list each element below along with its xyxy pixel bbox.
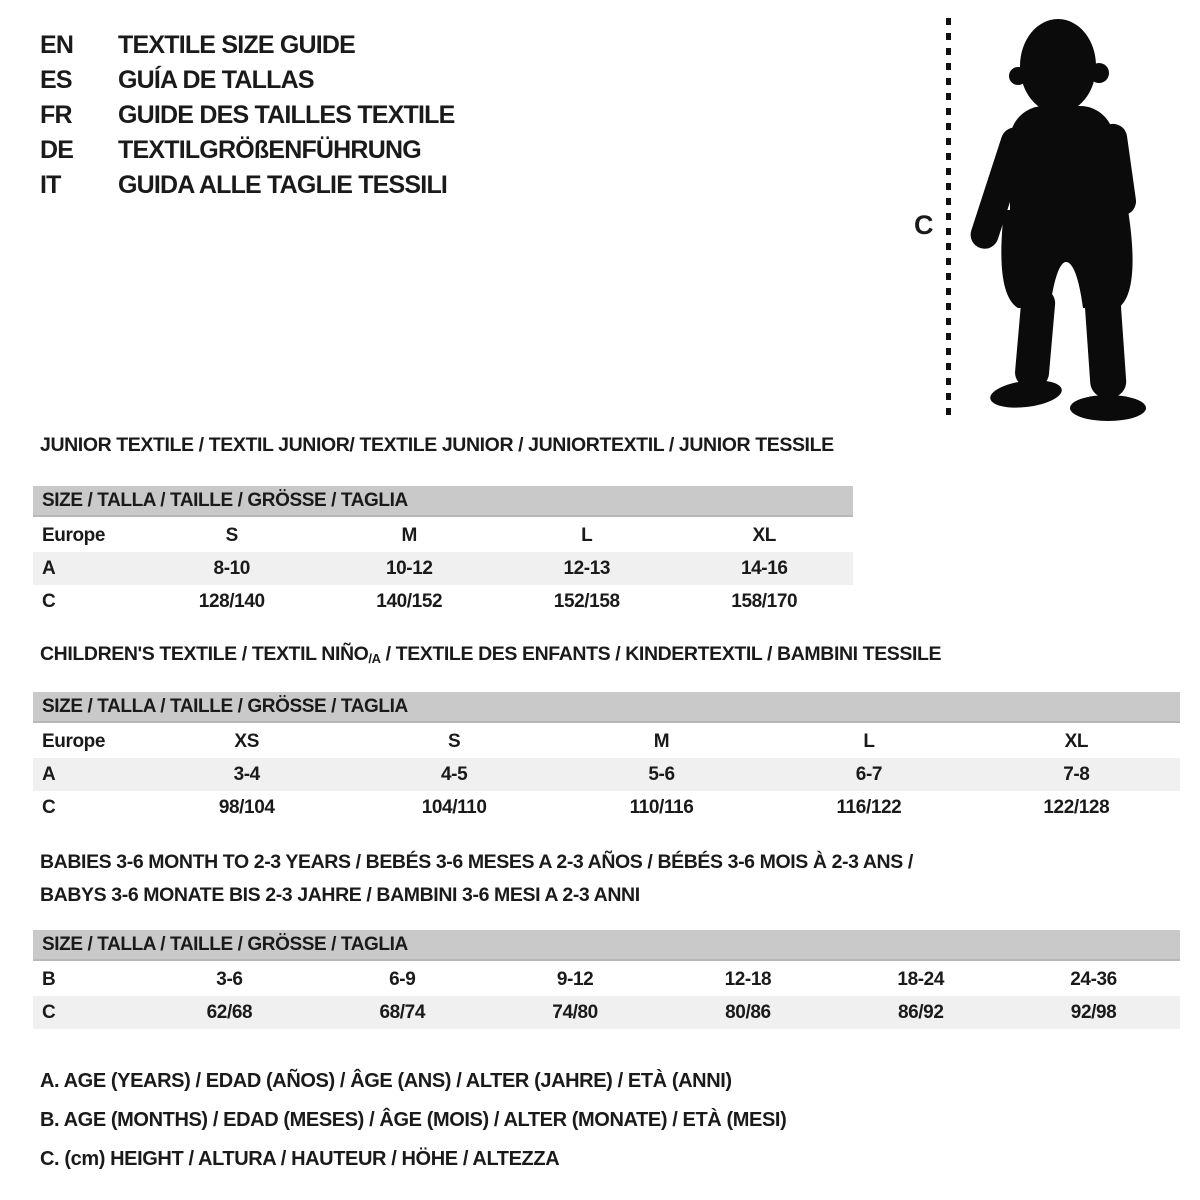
height-cell: 80/86 — [725, 1002, 771, 1023]
age-cell: 6-9 — [389, 969, 416, 990]
height-cell: 74/80 — [552, 1002, 598, 1023]
heading-subscript: /A — [368, 651, 381, 666]
table-row — [33, 552, 853, 585]
junior-size-table — [33, 486, 853, 618]
size-table-header: SIZE / TALLA / TAILLE / GRÖSSE / TAGLIA — [33, 930, 1180, 961]
row-label: Europe — [42, 731, 106, 752]
language-code: DE — [40, 136, 74, 164]
language-code: EN — [40, 31, 74, 59]
height-cell: 92/98 — [1070, 1002, 1117, 1023]
height-cell: 116/122 — [836, 797, 902, 818]
age-cell: 3-4 — [233, 764, 260, 785]
language-code: FR — [40, 101, 72, 129]
row-label: Europe — [42, 525, 106, 546]
language-row-de — [40, 133, 455, 168]
language-code: IT — [40, 171, 61, 199]
age-cell: 4-5 — [440, 764, 468, 785]
row-label: C — [42, 1002, 56, 1023]
height-cell: 68/74 — [379, 1002, 426, 1023]
language-code: ES — [40, 66, 72, 94]
children-table-rows — [33, 725, 1180, 824]
size-cell: M — [653, 731, 670, 752]
table-row — [33, 758, 1180, 791]
guide-title: GUIDE DES TAILLES TEXTILE — [118, 101, 455, 129]
junior-section-heading: JUNIOR TEXTILE / TEXTIL JUNIOR/ TEXTILE JUNIOR / JUNIORTEXTIL / JUNIOR TESSILE — [40, 434, 834, 456]
legend-line-a: A. AGE (YEARS) / EDAD (AÑOS) / ÂGE (ANS) / ALTER (JAHRE) / ETÀ (ANNI) — [40, 1070, 732, 1092]
row-label: A — [42, 764, 56, 785]
measure-c-label: C — [914, 210, 934, 240]
heading-line-1: BABIES 3-6 MONTH TO 2-3 YEARS / BEBÉS 3-6 MESES A 2-3 AÑOS / BÉBÉS 3-6 MOIS À 2-3 ANS / — [40, 851, 913, 873]
height-cell: 128/140 — [198, 591, 265, 612]
age-cell: 7-8 — [1063, 764, 1090, 785]
row-label: C — [42, 797, 56, 818]
age-cell: 6-7 — [855, 764, 883, 785]
language-row-es — [40, 63, 455, 98]
babies-section-heading — [40, 846, 913, 912]
size-cell: XS — [234, 731, 259, 752]
size-cell: XL — [752, 525, 776, 546]
table-row — [33, 996, 1180, 1029]
age-cell: 3-6 — [216, 969, 243, 990]
height-cell: 98/104 — [218, 797, 275, 818]
size-cell: L — [581, 525, 593, 546]
children-size-table — [33, 692, 1180, 824]
table-row — [33, 519, 853, 552]
age-cell: 14-16 — [740, 558, 788, 579]
height-cell: 86/92 — [897, 1002, 944, 1023]
table-row — [33, 791, 1180, 824]
size-table-header: SIZE / TALLA / TAILLE / GRÖSSE / TAGLIA — [33, 692, 1180, 723]
junior-table-rows — [33, 519, 853, 618]
size-cell: S — [447, 731, 461, 752]
toddler-silhouette-icon — [962, 10, 1148, 422]
dashed-height-line — [946, 18, 951, 418]
size-table-header: SIZE / TALLA / TAILLE / GRÖSSE / TAGLIA — [33, 486, 853, 517]
age-cell: 5-6 — [648, 764, 675, 785]
age-cell: 12-13 — [563, 558, 611, 579]
language-row-fr — [40, 98, 455, 133]
row-label: C — [42, 591, 56, 612]
height-cell: 140/152 — [376, 591, 443, 612]
age-cell: 8-10 — [213, 558, 250, 579]
legend-line-b: B. AGE (MONTHS) / EDAD (MESES) / ÂGE (MOIS) / ALTER (MONATE) / ETÀ (MESI) — [40, 1109, 787, 1131]
babies-size-table — [33, 930, 1180, 1029]
height-cell: 104/110 — [421, 797, 487, 818]
legend-block — [40, 1062, 786, 1179]
size-cell: L — [863, 731, 875, 752]
height-measure-figure — [900, 10, 1200, 428]
language-row-en — [40, 28, 455, 63]
children-section-heading — [40, 643, 941, 666]
guide-title: TEXTILE SIZE GUIDE — [118, 31, 356, 59]
age-cell: 24-36 — [1070, 969, 1117, 990]
table-row — [33, 585, 853, 618]
row-label: A — [42, 558, 56, 579]
guide-title: GUÍA DE TALLAS — [118, 66, 314, 94]
legend-line-c: C. (cm) HEIGHT / ALTURA / HAUTEUR / HÖHE / ALTEZZA — [40, 1148, 560, 1170]
size-cell: M — [401, 525, 417, 546]
height-cell: 122/128 — [1043, 797, 1110, 818]
heading-text: CHILDREN'S TEXTILE / TEXTIL NIÑO — [40, 643, 369, 665]
height-cell: 152/158 — [553, 591, 620, 612]
table-row — [33, 963, 1180, 996]
row-label: B — [42, 969, 56, 990]
age-cell: 18-24 — [897, 969, 945, 990]
table-row — [33, 725, 1180, 758]
age-cell: 12-18 — [724, 969, 772, 990]
size-cell: S — [225, 525, 238, 546]
age-cell: 9-12 — [556, 969, 594, 990]
language-title-block — [40, 28, 455, 203]
height-cell: 110/116 — [629, 797, 694, 818]
height-cell: 62/68 — [206, 1002, 253, 1023]
guide-title: GUIDA ALLE TAGLIE TESSILI — [118, 171, 448, 199]
language-row-it — [40, 168, 455, 203]
heading-line-2: BABYS 3-6 MONATE BIS 2-3 JAHRE / BAMBINI 3-6 MESI A 2-3 ANNI — [40, 884, 640, 906]
guide-title: TEXTILGRÖßENFÜHRUNG — [118, 136, 421, 164]
heading-text: / TEXTILE DES ENFANTS / KINDERTEXTIL / BAMBINI TESSILE — [380, 643, 942, 665]
babies-table-rows — [33, 963, 1180, 1029]
size-cell: XL — [1064, 731, 1089, 752]
height-cell: 158/170 — [731, 591, 798, 612]
age-cell: 10-12 — [385, 558, 433, 579]
